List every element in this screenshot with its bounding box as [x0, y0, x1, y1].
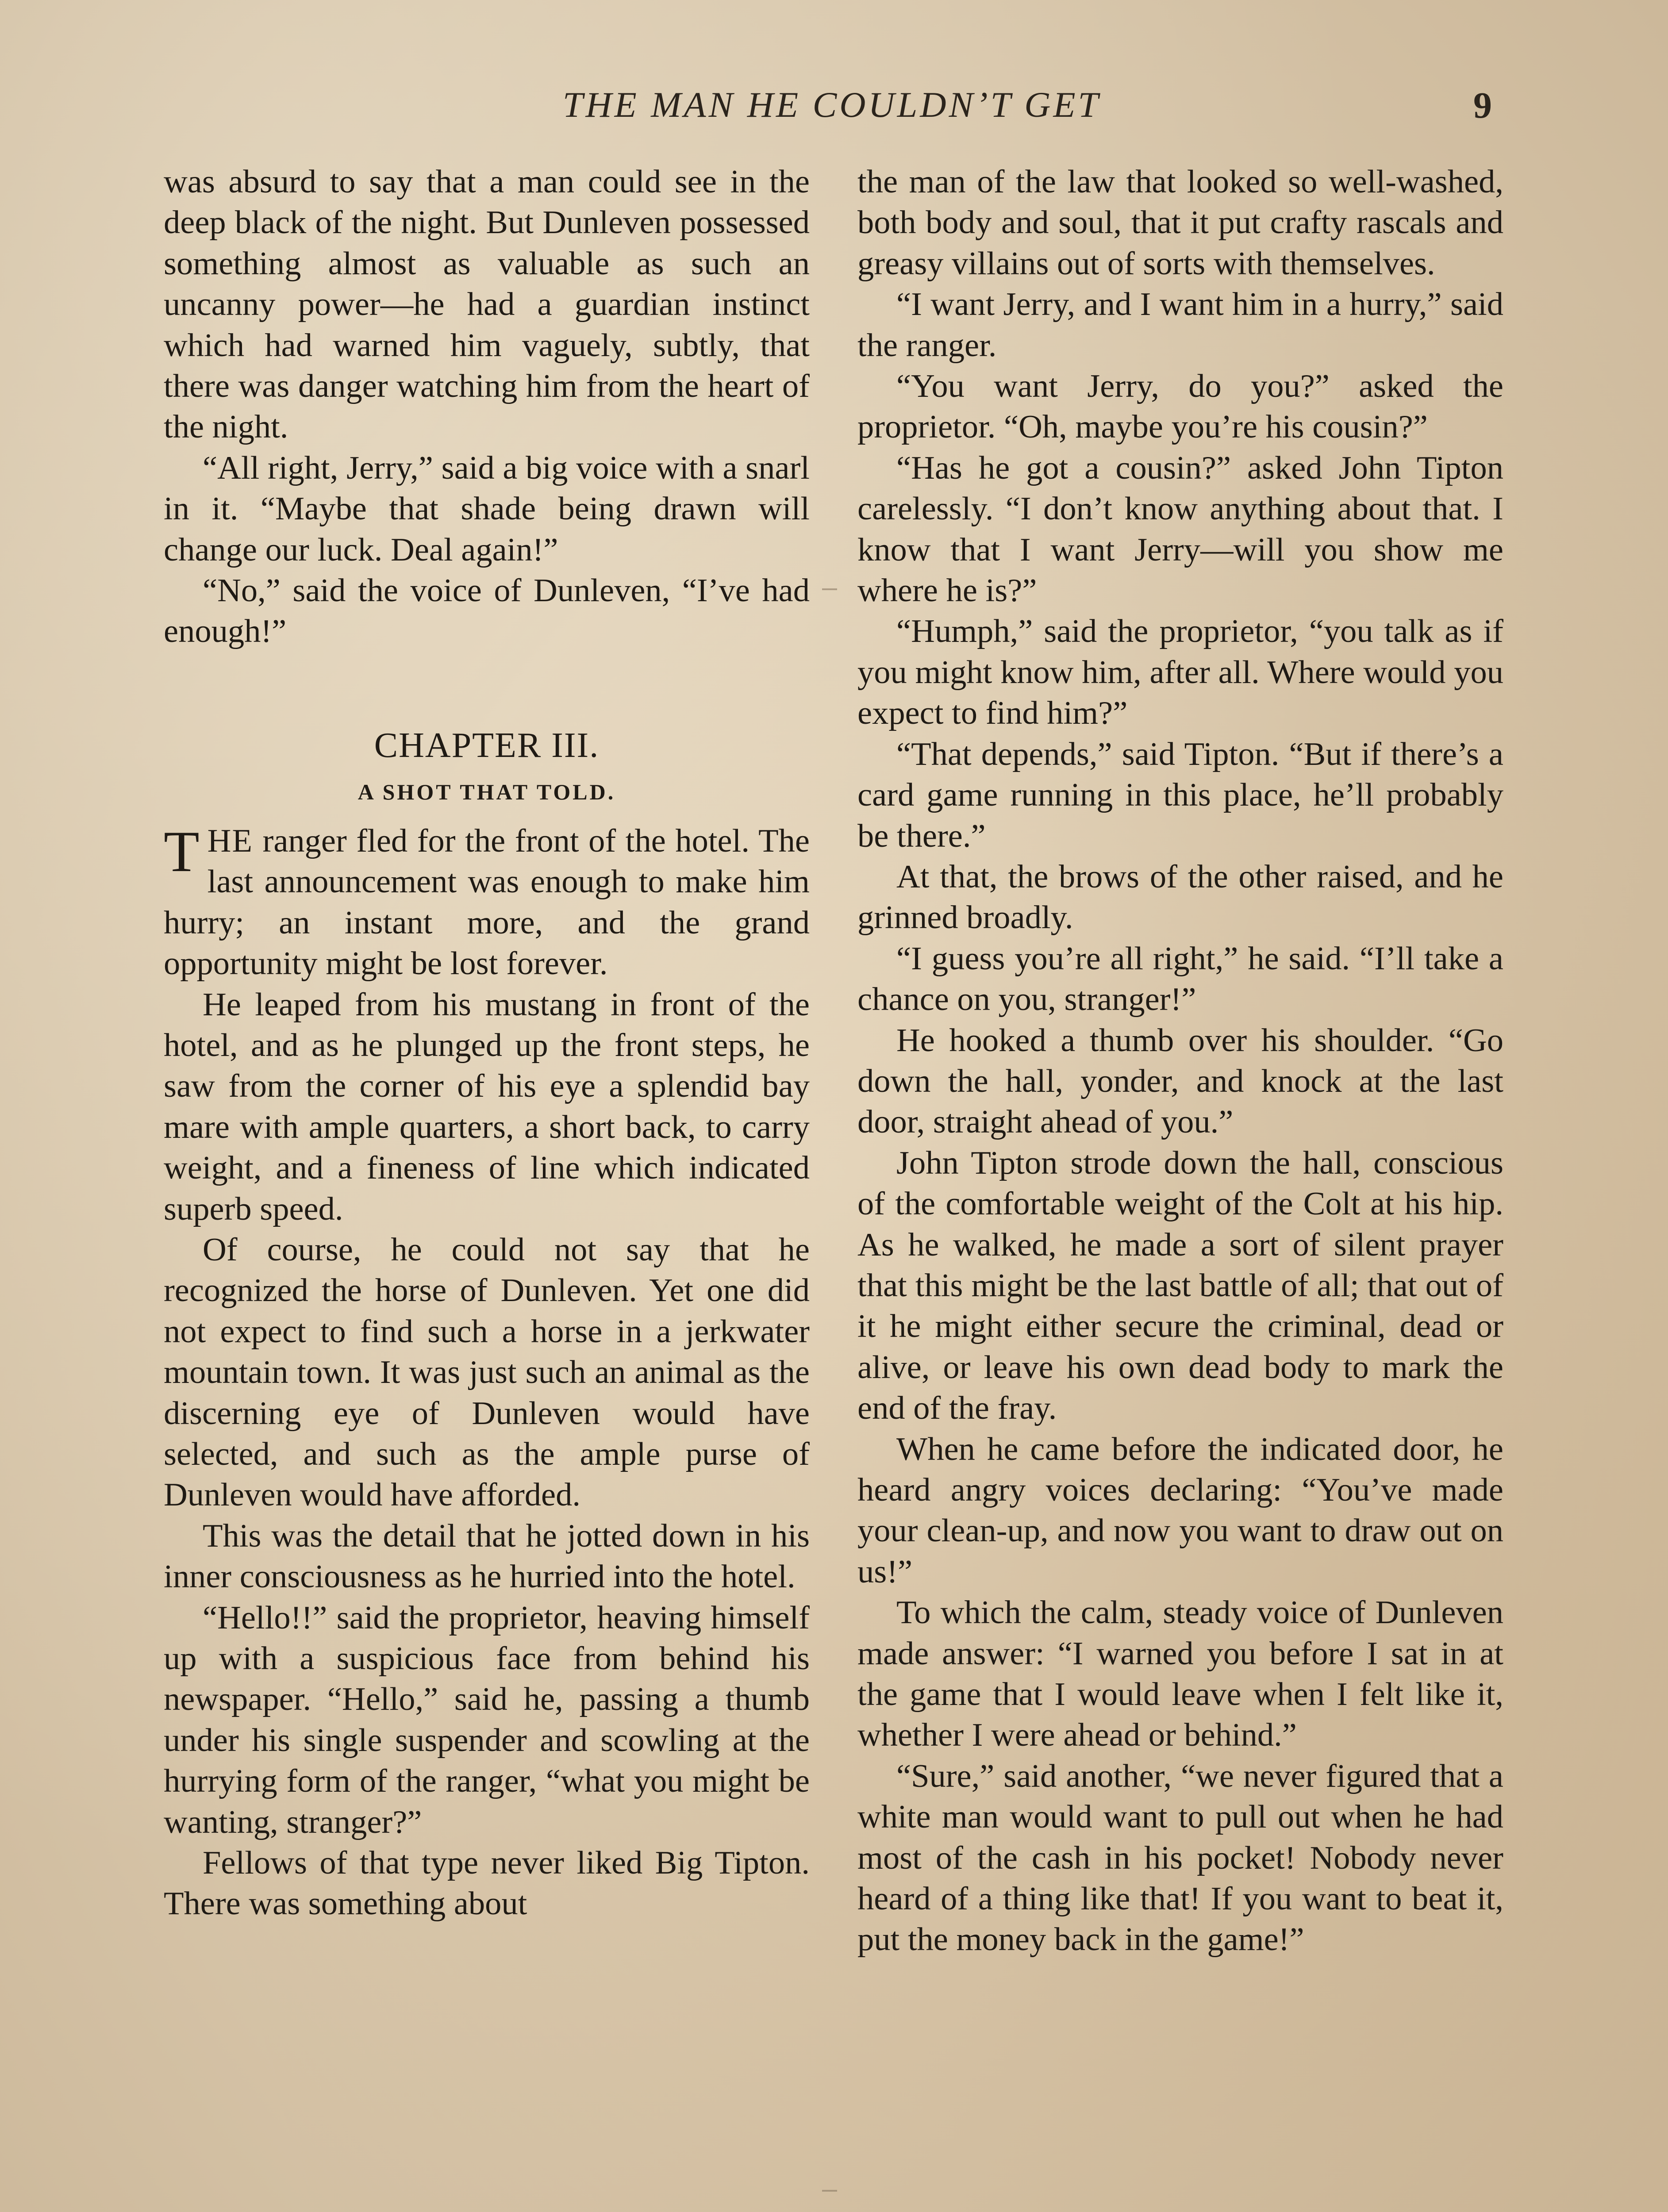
- paragraph: He hooked a thumb over his shoulder. “Go down the hall, yonder, and knock at the last door, straight ahead of you.”: [857, 1022, 1503, 1141]
- paragraph: Of course, he could not say that he recognized the horse of Dunleven. Yet one did not expect to find such a horse in a jerkwater mountain town. It was just such an animal as the discerning eye of Dunleven would have selected, and such as the ample purse of Dunleven would have afforded.: [164, 1231, 810, 1513]
- drop-cap: T: [164, 818, 200, 884]
- paragraph: “Humph,” said the proprietor, “you talk as if you might know him, after all. Where would you expect to find him?”: [857, 613, 1503, 732]
- paragraph: Fellows of that type never liked Big Tipton. There was something about: [164, 1845, 810, 1922]
- paragraph: When he came before the indicated door, he heard angry voices declaring: “You’ve made your clean-up, and now you want to draw out on us!”: [857, 1431, 1503, 1590]
- paragraph: At that, the brows of the other raised, and he grinned broadly.: [857, 858, 1503, 936]
- chapter-opening-paragraph: [164, 818, 810, 984]
- gutter-dash: [822, 2190, 837, 2192]
- page-number: 9: [1473, 85, 1492, 126]
- paragraph: He leaped from his mustang in front of the hotel, and as he plunged up the front steps, he saw from the corner of his eye a splendid bay mare with ample quarters, a short back, to carry weight, and a fineness of line which indicated superb speed.: [164, 986, 810, 1227]
- paragraph: “Has he got a cousin?” asked John Tipton carelessly. “I don’t know anything about that. I know that I want Jerry—will you show me where he is?”: [857, 449, 1503, 609]
- right-column: [857, 161, 1503, 1960]
- opening-text: ranger fled for the front of the hotel. The last announcement was enough to make him hurry; an instant more, and the grand opportunity might be lost forever.: [164, 822, 810, 982]
- chapter-title: CHAPTER III.: [374, 726, 600, 765]
- paragraph: John Tipton strode down the hall, conscious of the comfortable weight of the Colt at his hip. As he walked, he made a sort of silent prayer that this might be the last battle of all; that out of it he might either secure the criminal, dead or alive, or leave his own dead body to mark the end of the fray.: [857, 1144, 1503, 1427]
- paragraph: “No,” said the voice of Dunleven, “I’ve had enough!”: [164, 572, 810, 650]
- chapter-subtitle: A SHOT THAT TOLD.: [357, 779, 616, 804]
- left-column: [164, 161, 810, 1924]
- paragraph: This was the detail that he jotted down in his inner consciousness as he hurried into the hotel.: [164, 1517, 810, 1595]
- opening-word: HE: [207, 822, 253, 859]
- paragraph: “You want Jerry, do you?” asked the proprietor. “Oh, maybe you’re his cousin?”: [857, 368, 1503, 445]
- paragraph: “That depends,” said Tipton. “But if there’s a card game running in this place, he’ll probably be there.”: [857, 736, 1503, 854]
- paragraph: the man of the law that looked so well-washed, both body and soul, that it put crafty rascals and greasy villains out of sorts with themselves.: [857, 164, 1503, 282]
- paragraph: “Hello!!” said the proprietor, heaving himself up with a suspicious face from behind his newspaper. “Hello,” said he, passing a thumb under his single suspender and scowling at the hurrying form of the ranger, “what you might be wanting, stranger?”: [164, 1599, 810, 1840]
- paragraph: To which the calm, steady voice of Dunleven made answer: “I warned you before I sat in at the game that I would leave when I felt like it, whether I were ahead or behind.”: [857, 1594, 1503, 1754]
- paragraph: “Sure,” said another, “we never figured that a white man would want to pull out when he had most of the cash in his pocket! Nobody never heard of a thing like that! If you want to beat it, put the money back in the game!”: [857, 1758, 1503, 1958]
- paragraph: was absurd to say that a man could see in the deep black of the night. But Dunleven possessed something almost as valuable as such an uncanny power—he had a guardian instinct which had warned him vaguely, subtly, that there was danger watching him from the heart of the night.: [164, 164, 810, 445]
- paragraph: “I guess you’re all right,” he said. “I’ll take a chance on you, stranger!”: [857, 940, 1503, 1018]
- gutter-dash: [822, 588, 837, 590]
- running-title: THE MAN HE COULDN’T GET: [562, 84, 1101, 125]
- paragraph: “I want Jerry, and I want him in a hurry,” said the ranger.: [857, 286, 1503, 364]
- paragraph: “All right, Jerry,” said a big voice with a snarl in it. “Maybe that shade being drawn will change our luck. Deal again!”: [164, 449, 810, 568]
